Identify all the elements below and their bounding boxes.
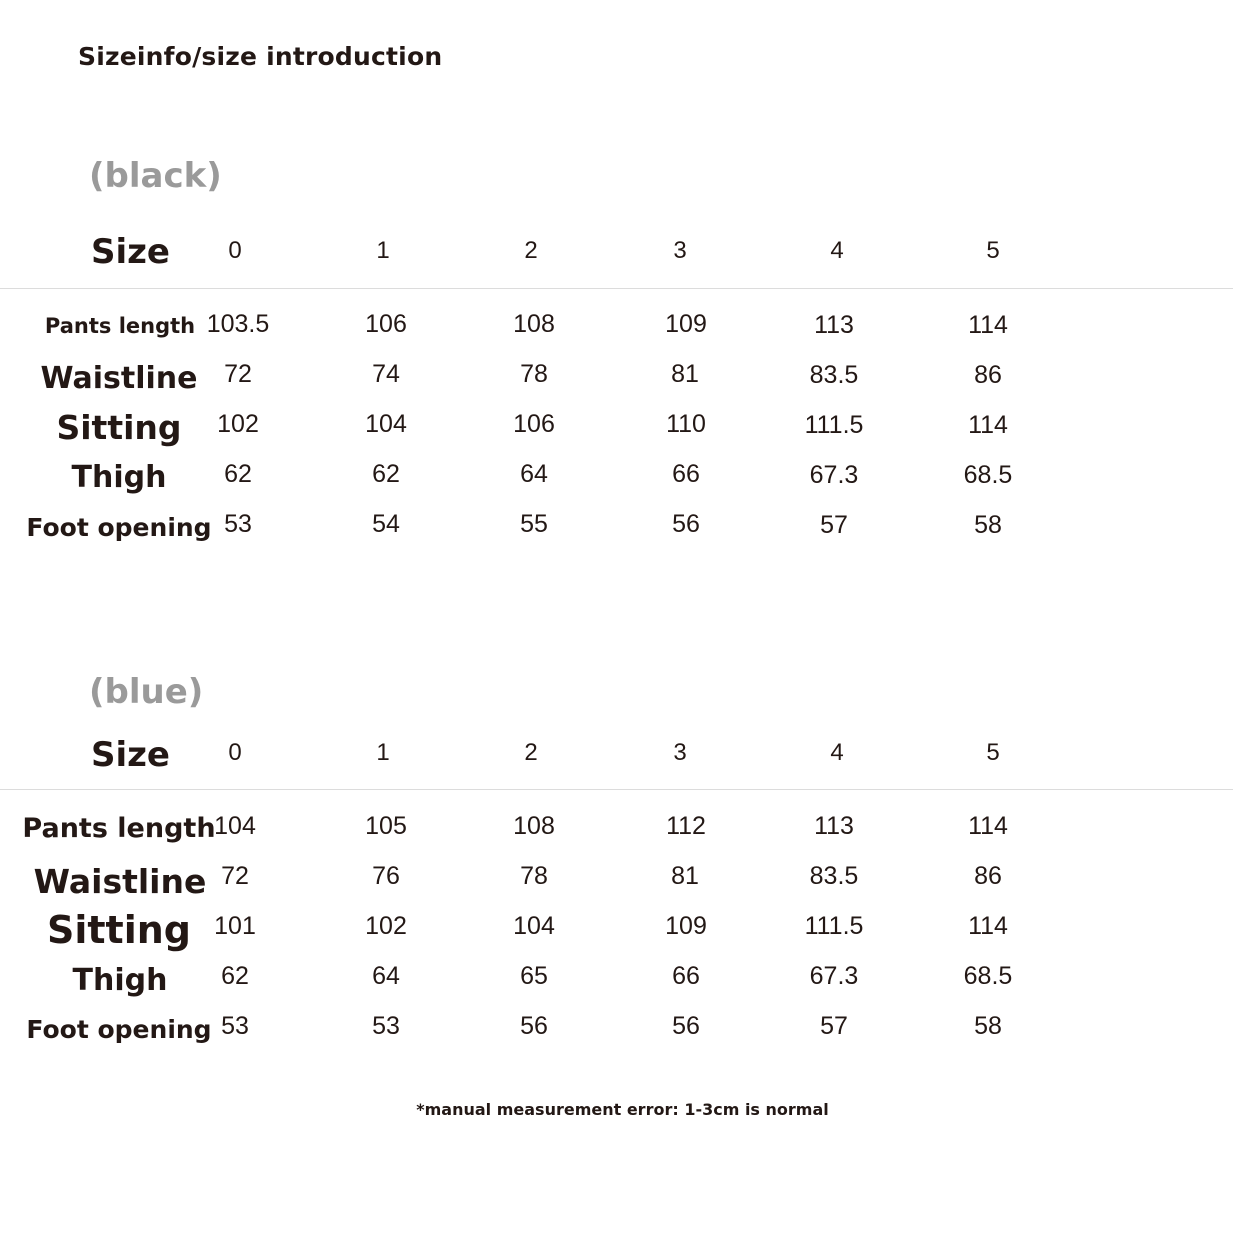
table-cell: 81 <box>671 360 699 388</box>
size-header-cell: 4 <box>830 237 844 264</box>
measurement-footnote: *manual measurement error: 1-3cm is normal <box>416 1100 829 1119</box>
size-header-cell: 4 <box>830 739 844 766</box>
table-cell: 106 <box>513 410 555 438</box>
row-label: Thigh <box>72 963 168 998</box>
table-cell: 58 <box>974 1012 1002 1040</box>
size-header-cell: 1 <box>376 739 390 766</box>
table-cell: 86 <box>974 361 1002 389</box>
table-cell: 113 <box>814 311 854 339</box>
table-cell: 81 <box>671 862 699 890</box>
size-header-cell: 5 <box>986 739 1000 766</box>
size-heading: Size <box>91 735 170 775</box>
row-label: Thigh <box>71 460 167 495</box>
table-cell: 55 <box>520 510 548 538</box>
table-cell: 106 <box>365 310 407 338</box>
row-label: Pants length <box>44 314 196 338</box>
size-header-cell: 0 <box>228 739 242 766</box>
table-cell: 68.5 <box>963 461 1013 489</box>
size-header-cell: 2 <box>524 739 538 766</box>
size-header-cell: 2 <box>524 237 538 264</box>
size-header-cell: 5 <box>986 237 1000 264</box>
table-cell: 53 <box>372 1012 400 1040</box>
table-cell: 62 <box>221 962 249 990</box>
table-cell: 56 <box>672 510 700 538</box>
table-cell: 108 <box>513 812 555 840</box>
section-label: (black) <box>89 156 222 196</box>
row-label: Waistline <box>33 862 207 901</box>
table-cell: 104 <box>214 812 256 840</box>
table-cell: 86 <box>974 862 1002 890</box>
size-header-cell: 1 <box>376 237 390 264</box>
page-title: Sizeinfo/size introduction <box>78 42 443 71</box>
table-cell: 114 <box>968 411 1008 439</box>
table-cell: 74 <box>372 360 400 388</box>
size-header-cell: 0 <box>228 237 242 264</box>
table-cell: 109 <box>665 912 707 940</box>
table-cell: 111.5 <box>804 411 864 439</box>
table-cell: 56 <box>520 1012 548 1040</box>
table-cell: 64 <box>372 962 400 990</box>
size-heading: Size <box>91 232 170 272</box>
table-cell: 114 <box>968 912 1008 940</box>
table-cell: 66 <box>672 962 700 990</box>
row-label: Foot opening <box>26 1015 212 1044</box>
table-cell: 62 <box>224 460 252 488</box>
row-label: Sitting <box>46 908 191 952</box>
table-cell: 112 <box>666 812 706 840</box>
table-cell: 64 <box>520 460 548 488</box>
row-label: Sitting <box>56 408 182 447</box>
table-cell: 65 <box>520 962 548 990</box>
table-cell: 56 <box>672 1012 700 1040</box>
table-cell: 57 <box>820 511 848 539</box>
table-cell: 114 <box>968 311 1008 339</box>
table-cell: 72 <box>224 360 252 388</box>
table-cell: 113 <box>814 812 854 840</box>
table-divider <box>0 789 1233 790</box>
table-cell: 114 <box>968 812 1008 840</box>
row-label: Foot opening <box>26 513 212 542</box>
table-cell: 102 <box>217 410 259 438</box>
table-cell: 83.5 <box>809 862 859 890</box>
section-label: (blue) <box>89 672 204 712</box>
table-cell: 58 <box>974 511 1002 539</box>
table-cell: 108 <box>513 310 555 338</box>
table-cell: 67.3 <box>809 461 859 489</box>
table-cell: 68.5 <box>963 962 1013 990</box>
size-header-cell: 3 <box>673 237 687 264</box>
table-cell: 109 <box>665 310 707 338</box>
table-cell: 76 <box>372 862 400 890</box>
table-cell: 66 <box>672 460 700 488</box>
row-label: Waistline <box>40 361 198 396</box>
table-cell: 104 <box>365 410 407 438</box>
table-cell: 54 <box>372 510 400 538</box>
table-cell: 62 <box>372 460 400 488</box>
table-divider <box>0 288 1233 289</box>
size-header-cell: 3 <box>673 739 687 766</box>
table-cell: 53 <box>224 510 252 538</box>
table-cell: 101 <box>214 912 256 940</box>
table-cell: 78 <box>520 360 548 388</box>
table-cell: 102 <box>365 912 407 940</box>
table-cell: 110 <box>666 410 706 438</box>
table-cell: 105 <box>365 812 407 840</box>
row-label: Pants length <box>22 813 216 844</box>
table-cell: 83.5 <box>809 361 859 389</box>
table-cell: 53 <box>221 1012 249 1040</box>
table-cell: 57 <box>820 1012 848 1040</box>
table-cell: 78 <box>520 862 548 890</box>
table-cell: 103.5 <box>206 310 270 338</box>
table-cell: 67.3 <box>809 962 859 990</box>
table-cell: 104 <box>513 912 555 940</box>
table-cell: 72 <box>221 862 249 890</box>
table-cell: 111.5 <box>804 912 864 940</box>
